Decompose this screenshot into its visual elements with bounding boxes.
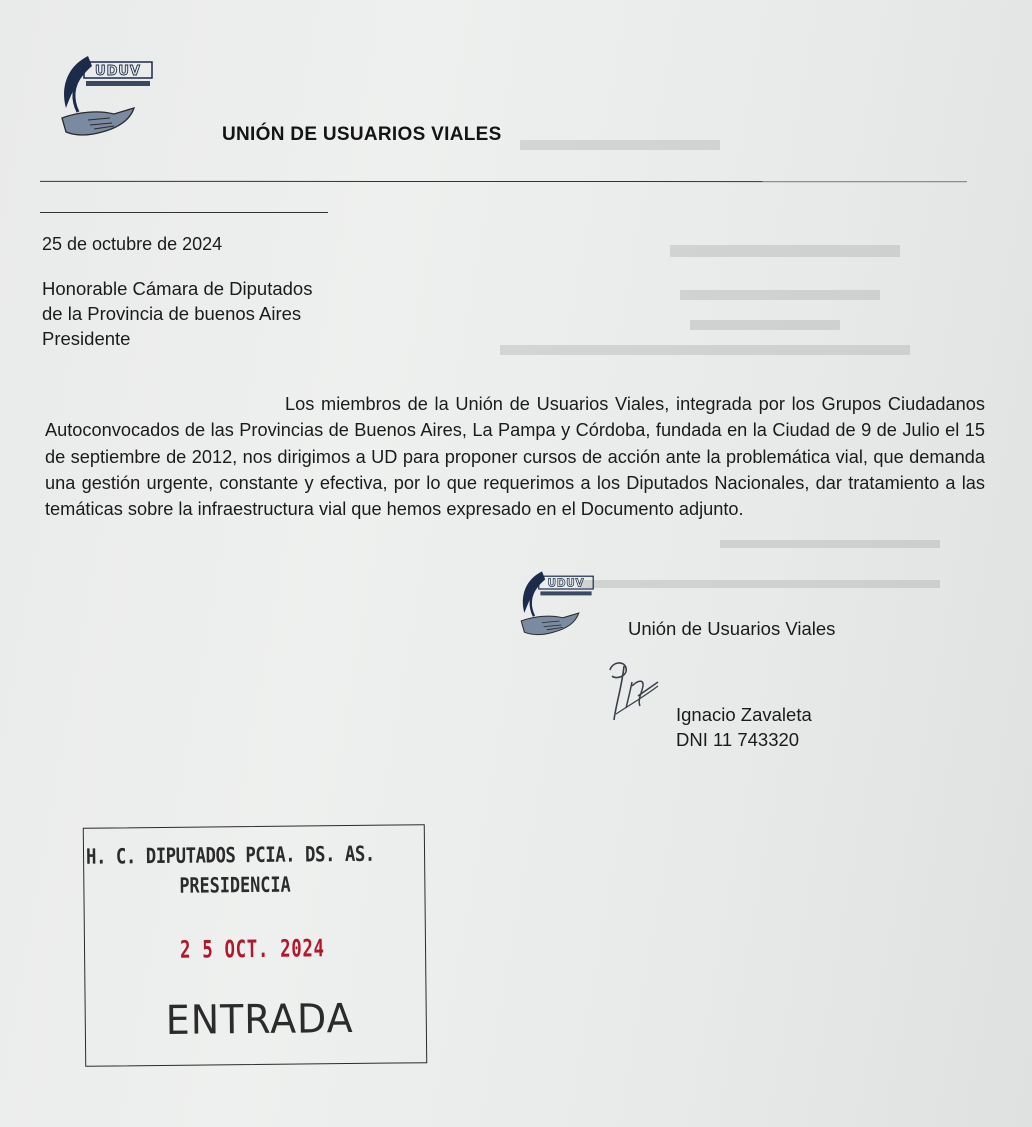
- letter-date: 25 de octubre de 2024: [42, 234, 223, 254]
- reception-stamp: [83, 824, 427, 1067]
- recipient-line: Honorable Cámara de Diputados: [42, 278, 313, 299]
- header-rule: [40, 181, 967, 182]
- signature-organization: Unión de Usuarios Viales: [628, 618, 836, 639]
- stamp-status: ENTRADA: [165, 995, 354, 1044]
- svg-text:UDUV: UDUV: [95, 64, 141, 79]
- recipient-line: Presidente: [42, 328, 131, 349]
- recipient-line: de la Provincia de buenos Aires: [42, 303, 302, 324]
- signatory-block: [676, 702, 812, 752]
- header-rule-short: [40, 212, 328, 213]
- letter-body: Los miembros de la Unión de Usuarios Viales, integrada por los Grupos Ciudadanos Autoconvocados de las Provincias de Buenos Aires, La Pampa y Córdoba, fundada en la Ciudad de 9 de Julio el 15 de septiembre de 2012, nos dirigimos a UD para proponer cursos de acción ante la problemática vial, que demanda una gestión urgente, constante y efectiva, por lo que requerimos a los Diputados Nacionales, dar tratamiento a las temáticas sobre la infraestructura vial que hemos expresado en el Documento adjunto.: [45, 394, 985, 520]
- stamp-department: PRESIDENCIA: [179, 872, 291, 898]
- signatory-name: Ignacio Zavaleta: [676, 704, 812, 725]
- signatory-dni: DNI 11 743320: [676, 729, 800, 750]
- recipient-block: [42, 276, 312, 351]
- stamp-institution: H. C. DIPUTADOS PCIA. DS. AS.: [85, 841, 375, 869]
- stamp-date: 2 5 OCT. 2024: [179, 934, 325, 964]
- uduv-logo-signature: [518, 568, 598, 642]
- uduv-logo: [58, 52, 158, 144]
- svg-text:UDUV: UDUV: [547, 577, 585, 590]
- handwritten-signature: [602, 656, 668, 731]
- organization-title: UNIÓN DE USUARIOS VIALES: [222, 124, 502, 145]
